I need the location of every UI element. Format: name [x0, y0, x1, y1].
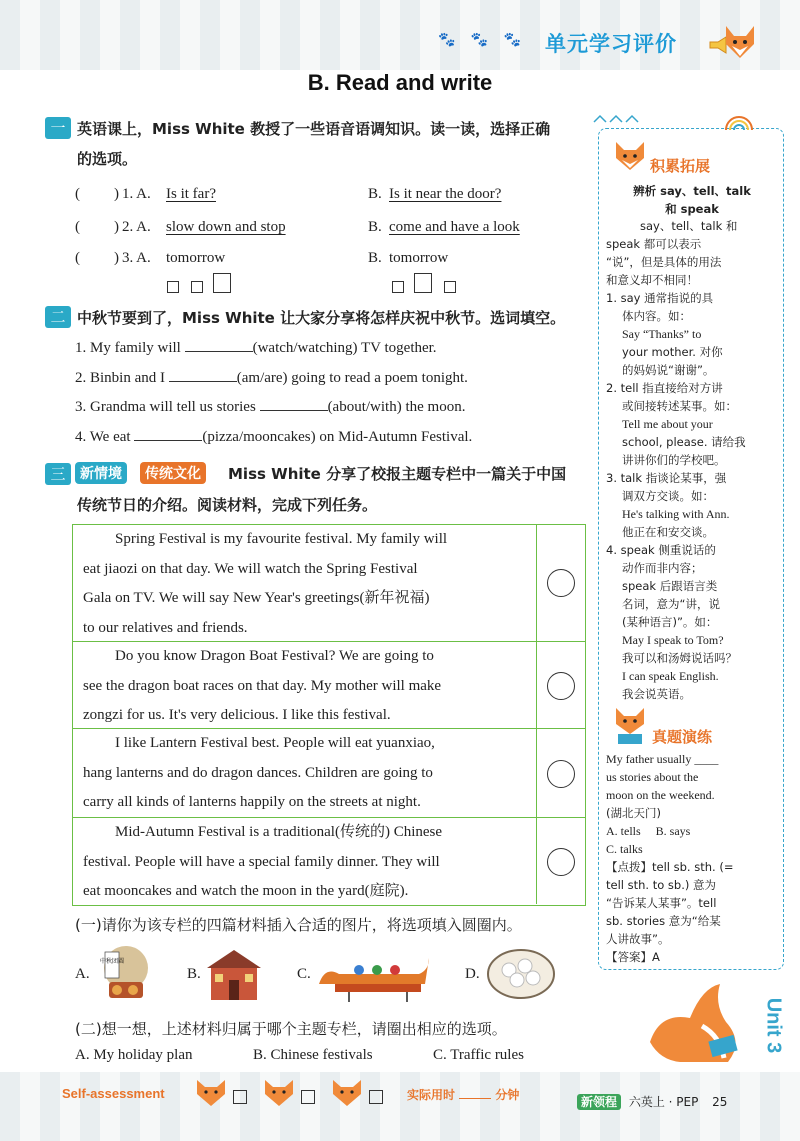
section1-instruction: 英语课上，Miss White 教授了一些语音语调知识。读一读，选择正确: [77, 120, 551, 138]
book-name: 新领程: [577, 1094, 621, 1110]
fill-item-text: 2. Binbin and I: [75, 370, 165, 386]
fox-rating-1[interactable]: [195, 1078, 247, 1113]
fill-item-options: (am/are) going to read a poem tonight.: [236, 370, 468, 386]
syllable-box: [444, 281, 456, 293]
syllable-box-stressed: [414, 273, 432, 293]
unit-banner: 单元学习评价: [545, 32, 677, 56]
task2-option-b[interactable]: B. Chinese festivals: [253, 1047, 373, 1063]
answer-paren-open: (: [75, 219, 80, 235]
section2-instruction: 中秋节要到了，Miss White 让大家分享将怎样庆祝中秋节。选词填空。: [77, 309, 566, 327]
svg-text:中秋团圆: 中秋团圆: [99, 958, 125, 965]
rating-checkbox[interactable]: [369, 1090, 383, 1104]
unit-side-tab: Unit 3: [762, 997, 785, 1054]
paw-prints-icon: 🐾 🐾 🐾: [438, 33, 528, 48]
fox-rating-3[interactable]: [331, 1078, 383, 1113]
option-a: slow down and stop: [166, 219, 286, 235]
passage-line: carry all kinds of lanterns happily on the streets at night.: [83, 794, 421, 810]
fox-icon: [612, 138, 648, 174]
time-blank[interactable]: [459, 1098, 491, 1099]
passage-line: I like Lantern Festival best. People will eat yuanxiao,: [115, 735, 435, 751]
time-unit: 分钟: [495, 1088, 520, 1102]
answer-circle-cell: [536, 729, 585, 818]
answer-paren-close[interactable]: ): [114, 186, 119, 202]
fox-face-icon: [263, 1078, 297, 1108]
item-number: 1. A.: [122, 186, 151, 202]
section-badge-1: 一: [45, 117, 71, 139]
fox-rating-2[interactable]: [263, 1078, 315, 1113]
grade-label: 六英上 · PEP: [628, 1095, 699, 1109]
sidebar-exam: My father usually ____ us stories about the moon on the weekend. (湖北天门) A. tells B. says C. talks 【点拨】tell sb. sth. (= tell sth. to sb.) 意为 “告诉某人某事”。tell sb. stories 意为“给某 人讲故事”。 【答案】A: [606, 752, 734, 964]
book-info: [577, 1093, 727, 1110]
fill-blank[interactable]: [185, 351, 253, 352]
task1-instruction: (一)请你为该专栏的四篇材料插入合适的图片，将选项填入圆圈内。: [75, 916, 522, 934]
passage-mid-autumn: [73, 818, 536, 904]
fill-item-text: 4. We eat: [75, 429, 131, 445]
page-number: 25: [712, 1095, 728, 1109]
option-b-label: B.: [368, 250, 382, 266]
dragon-boat-icon: [315, 944, 433, 1006]
section3-instruction-2: 传统节日的介绍。阅读材料，完成下列任务。: [77, 496, 378, 514]
fill-item-text: 3. Grandma will tell us stories: [75, 399, 256, 415]
passage-table: [72, 524, 586, 906]
passage-line: eat jiaozi on that day. We will watch the Spring Festival: [83, 560, 418, 577]
passage-spring: [73, 525, 536, 642]
syllable-box: [392, 281, 404, 293]
traditional-culture-tag: 传统文化: [140, 462, 206, 484]
fill-blank[interactable]: [260, 410, 328, 411]
sidebar-heading-accumulate: 积累拓展: [650, 157, 711, 175]
rainbow-icon: [724, 114, 754, 130]
task2-option-a[interactable]: A. My holiday plan: [75, 1047, 193, 1063]
fill-item-text: 1. My family will: [75, 340, 181, 356]
option-b: come and have a look: [389, 219, 520, 235]
fox-mascot-icon: [640, 982, 752, 1068]
fox-icon: [720, 22, 760, 62]
answer-circle[interactable]: [547, 848, 575, 876]
passage-line: eat mooncakes and watch the moon in the yard(庭院).: [83, 883, 409, 899]
fill-item-3: [75, 399, 465, 416]
passage-lantern: [73, 729, 536, 818]
passage-dragon-boat: [73, 642, 536, 729]
picture-label: A.: [75, 966, 90, 982]
picture-label: D.: [465, 966, 480, 982]
option-b: Is it near the door?: [389, 186, 502, 202]
fill-item-options: (about/with) the moon.: [327, 399, 466, 415]
rating-checkbox[interactable]: [233, 1090, 247, 1104]
fox-face-icon: [195, 1078, 229, 1108]
header-band: [0, 0, 800, 70]
fill-item-options: (watch/watching) TV together.: [252, 340, 437, 356]
time-label: 实际用时: [407, 1088, 456, 1102]
task2-instruction: (二)想一想，上述材料归属于哪个主题专栏，请圈出相应的选项。: [75, 1020, 507, 1038]
bird-doodle-icon: [590, 110, 644, 134]
answer-circle[interactable]: [547, 569, 575, 597]
fill-blank[interactable]: [134, 440, 202, 441]
sidebar-explanation: say、tell、talk 和 speak 都可以表示 “说”，但是具体的用法 和意义却不相同！ 1. say 通常指说的具 体内容。如： Say “Thanks” to your mother. 对你 的妈妈说“谢谢”。 2. tell 指直接给对方讲 或间接转述某事。如： Tell me about your school, please. 请给我 讲讲你们的学校吧。 3. talk 指谈论某事，强 调双方交谈。如： He's talking with Ann. 他正在和安交谈。 4. speak 侧重说话的 动作而非内容； speak 后跟语言类 名词，意为“讲，说 (某种语言)”。如： May I speak to Tom? 我可以和汤姆说话吗？ I can speak English. 我会说英语。: [606, 219, 746, 701]
fill-item-4: [75, 429, 472, 446]
page-title: B. Read and write: [307, 70, 493, 95]
passage-line: zongzi for us. It's very delicious. I like this festival.: [83, 707, 391, 723]
section3-instruction: Miss White 分享了校报主题专栏中一篇关于中国: [228, 465, 567, 483]
new-context-tag: 新情境: [75, 462, 127, 484]
sidebar-heading-exam: 真题演练: [652, 728, 713, 746]
answer-circle-cell: [536, 642, 585, 729]
syllable-box-stressed: [213, 273, 231, 293]
fill-item-options: (pizza/mooncakes) on Mid-Autumn Festival.: [202, 429, 473, 445]
passage-line: Spring Festival is my favourite festival. My family will: [115, 531, 448, 547]
stress-boxes-b: [392, 273, 456, 298]
answer-circle[interactable]: [547, 760, 575, 788]
answer-paren-close[interactable]: ): [114, 250, 119, 266]
mooncake-box-icon: [95, 944, 157, 1006]
fox-reading-icon: [612, 706, 648, 746]
syllable-box: [191, 281, 203, 293]
fill-item-2: [75, 370, 468, 387]
answer-paren-open: (: [75, 250, 80, 266]
passage-line: festival. People will have a special family dinner. They will: [83, 853, 440, 870]
fox-face-icon: [331, 1078, 365, 1108]
option-a: Is it far?: [166, 186, 216, 202]
rating-checkbox[interactable]: [301, 1090, 315, 1104]
answer-circle-cell: [536, 525, 585, 642]
picture-label: C.: [297, 966, 311, 982]
answer-circle-cell: [536, 818, 585, 904]
stress-boxes-a: [167, 273, 231, 298]
section-badge-3: 三: [45, 463, 71, 485]
answer-circle[interactable]: [547, 672, 575, 700]
answer-paren-open: (: [75, 186, 80, 202]
time-used: [407, 1086, 519, 1103]
fill-item-1: [75, 340, 437, 357]
option-b-label: B.: [368, 186, 382, 202]
syllable-box: [167, 281, 179, 293]
option-b-label: B.: [368, 219, 382, 235]
picture-label: B.: [187, 966, 201, 982]
house-icon: [203, 946, 265, 1004]
option-a: tomorrow: [166, 250, 226, 266]
passage-line: to our relatives and friends.: [83, 619, 248, 636]
yuanxiao-bowl-icon: [485, 944, 557, 1002]
item-number: 3. A.: [122, 250, 151, 266]
passage-line: Mid-Autumn Festival is a traditional(传统的) Chinese: [115, 824, 443, 840]
item-number: 2. A.: [122, 219, 151, 235]
passage-line: Do you know Dragon Boat Festival? We are going to: [115, 648, 434, 664]
task2-option-c[interactable]: C. Traffic rules: [433, 1047, 524, 1063]
passage-line: hang lanterns and do dragon dances. Children are going to: [83, 764, 433, 781]
passage-line: see the dragon boat races on that day. My mother will make: [83, 677, 442, 694]
answer-paren-close[interactable]: ): [114, 219, 119, 235]
fill-blank[interactable]: [169, 381, 237, 382]
passage-line: Gala on TV. We will say New Year's greetings(新年祝福): [83, 590, 430, 606]
option-b: tomorrow: [389, 250, 449, 266]
self-assessment-label: Self-assessment: [62, 1086, 165, 1101]
section-badge-2: 二: [45, 306, 71, 328]
section1-instruction-2: 的选项。: [77, 150, 138, 168]
